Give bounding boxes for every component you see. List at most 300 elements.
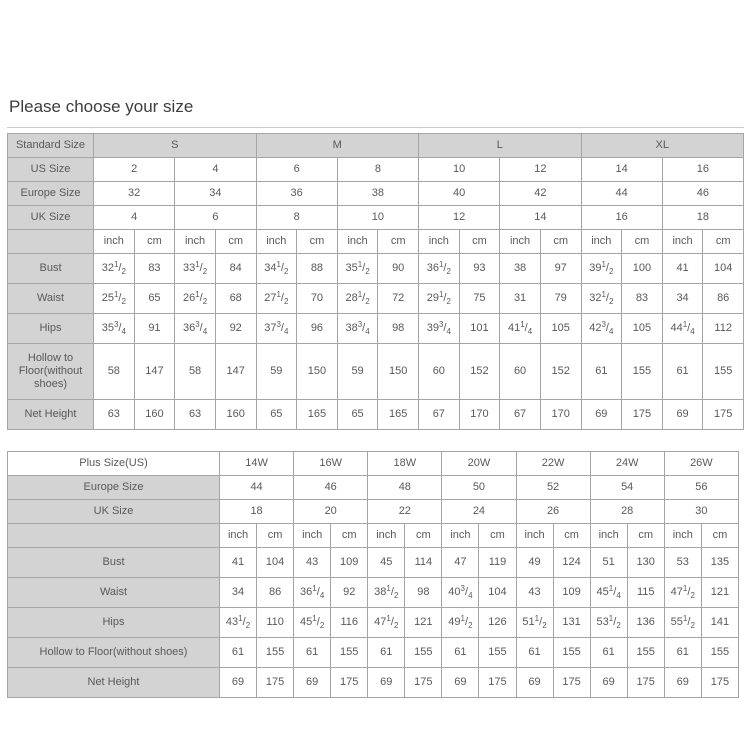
table-cell: 61 [581,344,622,400]
table-cell: 93 [459,254,500,284]
table-cell: 43 [516,578,553,608]
row-label: Waist [8,578,220,608]
table-cell: 175 [553,668,590,698]
table-cell: 175 [627,668,664,698]
table-cell: 175 [331,668,368,698]
table-cell: 48 [368,476,442,500]
table-cell: 46 [294,476,368,500]
row-label: US Size [8,158,94,182]
table-cell: 36 [256,182,337,206]
unit-header-cell: cm [622,230,663,254]
fraction-denominator: 4 [690,327,695,336]
table-cell: $32^1/_2$ [94,254,135,284]
table-cell: 69 [664,668,701,698]
table-cell: 104 [703,254,744,284]
table-cell: 175 [701,668,738,698]
page-title: Please choose your size [9,97,194,116]
size-header-cell: 20W [442,452,516,476]
fraction-numerator: 1 [438,290,444,299]
fraction-numerator: 3 [113,320,119,329]
table-cell: 20 [294,500,368,524]
table-cell: 109 [553,578,590,608]
table-cell: 69 [368,668,405,698]
table-cell: $49^1/_2$ [442,608,479,638]
table-cell: 175 [405,668,442,698]
fraction-numerator: 1 [238,614,243,623]
table-cell: 92 [215,314,256,344]
table-cell: 40 [419,182,500,206]
table-cell: 86 [257,578,294,608]
size-header-row [8,134,744,158]
measure-row [8,314,744,344]
table-cell: 67 [419,400,460,430]
table-cell: 22 [368,500,442,524]
unit-header-cell: cm [405,524,442,548]
table-cell: 84 [215,254,256,284]
table-cell: 10 [337,206,418,230]
table-cell: 70 [297,284,338,314]
size-header-cell: 22W [516,452,590,476]
fraction-denominator: 2 [319,621,325,630]
table-cell: 155 [257,638,294,668]
table-cell: 100 [622,254,663,284]
unit-header-row [8,230,744,254]
table-cell: 43 [294,548,331,578]
table-cell: 58 [175,344,216,400]
table-cell: 56 [664,476,738,500]
fraction-denominator: 4 [527,327,533,336]
unit-header-cell: inch [662,230,703,254]
row-label: Net Height [8,668,220,698]
table-cell: $36^1/_4$ [294,578,331,608]
table-cell: $55^1/_2$ [664,608,701,638]
table-cell: 155 [703,344,744,400]
table-cell: 160 [215,400,256,430]
table-cell: 44 [220,476,294,500]
unit-header-row [8,524,739,548]
table-cell: $41^1/_4$ [500,314,541,344]
table-cell: $47^1/_2$ [368,608,405,638]
fraction-numerator: 1 [608,584,614,593]
table-cell: 6 [256,158,337,182]
table-cell: $53^1/_2$ [590,608,627,638]
table-cell: 110 [257,608,294,638]
fraction-denominator: 2 [365,297,370,306]
table-cell: $29^1/_2$ [419,284,460,314]
table-cell: 155 [622,344,663,400]
table-cell: 104 [479,578,516,608]
table-cell: 112 [703,314,744,344]
row-label: UK Size [8,206,94,230]
table-cell: 14 [500,206,581,230]
fraction-numerator: 1 [682,320,688,329]
unit-header-cell: cm [479,524,516,548]
fraction-denominator: 2 [608,297,614,306]
unit-corner-cell [8,524,220,548]
size-row [8,158,744,182]
fraction-numerator: 1 [438,260,444,269]
table-cell: 109 [331,548,368,578]
fraction-denominator: 4 [365,327,370,336]
table-cell: 131 [553,608,590,638]
fraction-denominator: 2 [542,621,547,630]
table-cell: 4 [175,158,256,182]
table-cell: 96 [297,314,338,344]
unit-header-cell: cm [331,524,368,548]
table-cell: 59 [337,344,378,400]
measure-row [8,548,739,578]
table-cell: 124 [553,548,590,578]
table-cell: 38 [337,182,418,206]
row-label: Net Height [8,400,94,430]
table-cell: $25^1/_2$ [94,284,135,314]
table-cell: 175 [257,668,294,698]
size-header-cell: 26W [664,452,738,476]
unit-header-cell: cm [215,230,256,254]
table-cell: 97 [540,254,581,284]
fraction-numerator: 1 [601,290,606,299]
table-cell: 68 [215,284,256,314]
table-cell: 4 [94,206,175,230]
table-cell: 34 [175,182,256,206]
unit-header-cell: cm [701,524,738,548]
fraction-numerator: 1 [386,584,391,593]
table-cell: 119 [479,548,516,578]
unit-header-cell: cm [553,524,590,548]
table-cell: $45^1/_2$ [294,608,331,638]
fraction-numerator: 1 [195,290,200,299]
table-cell: 114 [405,548,442,578]
fraction-numerator: 1 [113,290,119,299]
measure-row [8,608,739,638]
unit-header-cell: cm [703,230,744,254]
measure-row [8,284,744,314]
table-cell: 79 [540,284,581,314]
table-cell: 60 [500,344,541,400]
table-cell: 65 [337,400,378,430]
table-cell: 31 [500,284,541,314]
table-cell: 69 [442,668,479,698]
table-cell: $39^3/_4$ [419,314,460,344]
table-cell: 155 [701,638,738,668]
table-cell: 91 [134,314,175,344]
table-cell: 152 [540,344,581,400]
size-header-cell: 14W [220,452,294,476]
table-cell: 104 [257,548,294,578]
table-cell: 116 [331,608,368,638]
fraction-numerator: 3 [276,320,281,329]
table-cell: 69 [220,668,257,698]
table-cell: $32^1/_2$ [581,284,622,314]
unit-header-cell: inch [500,230,541,254]
row-label: Hollow to Floor(without shoes) [8,638,220,668]
fraction-numerator: 1 [276,260,281,269]
table-cell: 30 [664,500,738,524]
table-cell: 63 [175,400,216,430]
table-cell: 88 [297,254,338,284]
unit-header-cell: inch [337,230,378,254]
table-cell: 59 [256,344,297,400]
table-cell: 170 [540,400,581,430]
unit-header-cell: inch [442,524,479,548]
table-cell: 83 [622,284,663,314]
table-cell: 175 [703,400,744,430]
table-cell: 155 [331,638,368,668]
table-cell: 105 [540,314,581,344]
row-label: Hollow to Floor(without shoes) [8,344,94,400]
table-cell: 136 [627,608,664,638]
measure-row [8,344,744,400]
table-cell: $38^3/_4$ [337,314,378,344]
unit-header-cell: cm [297,230,338,254]
unit-corner-cell [8,230,94,254]
size-header-cell: S [94,134,257,158]
fraction-numerator: 1 [682,584,688,593]
row-label: Hips [8,314,94,344]
fraction-denominator: 4 [608,327,614,336]
table-cell: 155 [479,638,516,668]
unit-header-cell: cm [378,230,419,254]
table-cell: 86 [703,284,744,314]
table-cell: $28^1/_2$ [337,284,378,314]
table-cell: $36^3/_4$ [175,314,216,344]
fraction-numerator: 1 [276,290,281,299]
table-cell: 130 [627,548,664,578]
table-cell: 92 [331,578,368,608]
fraction-denominator: 2 [245,621,251,630]
table-cell: 90 [378,254,419,284]
unit-header-cell: inch [175,230,216,254]
fraction-numerator: 1 [357,260,363,269]
table-cell: 160 [134,400,175,430]
unit-header-cell: inch [220,524,257,548]
table-cell: 61 [664,638,701,668]
table-cell: 155 [553,638,590,668]
table-cell: 14 [581,158,662,182]
table-cell: $45^1/_4$ [590,578,627,608]
unit-header-cell: cm [540,230,581,254]
table-cell: 135 [701,548,738,578]
unit-header-cell: inch [368,524,405,548]
table-cell: $26^1/_2$ [175,284,216,314]
table-cell: $35^1/_2$ [337,254,378,284]
size-row [8,500,739,524]
table-cell: 34 [662,284,703,314]
fraction-numerator: 3 [601,320,606,329]
measure-row [8,254,744,284]
fraction-numerator: 1 [312,584,317,593]
unit-header-cell: inch [516,524,553,548]
table-cell: 115 [627,578,664,608]
table-cell: 51 [590,548,627,578]
table-cell: 152 [459,344,500,400]
row-label: Europe Size [8,476,220,500]
fraction-denominator: 4 [202,327,208,336]
table-cell: $36^1/_2$ [419,254,460,284]
table-cell: 6 [175,206,256,230]
fraction-denominator: 2 [202,267,208,276]
fraction-denominator: 2 [690,621,695,630]
fraction-numerator: 1 [608,614,614,623]
table-cell: 61 [294,638,331,668]
table-cell: 18 [220,500,294,524]
table-cell: 38 [500,254,541,284]
fraction-denominator: 2 [393,621,399,630]
size-table-plus [7,451,739,698]
unit-header-cell: cm [257,524,294,548]
table-cell: 60 [419,344,460,400]
table-cell: 147 [215,344,256,400]
row-label: Europe Size [8,182,94,206]
table-cell: 16 [662,158,743,182]
size-chart-plus [7,451,744,698]
table-cell: 61 [368,638,405,668]
fraction-denominator: 2 [283,267,289,276]
size-header-cell: M [256,134,419,158]
fraction-denominator: 2 [690,591,695,600]
table-cell: 49 [516,548,553,578]
fraction-numerator: 3 [460,584,465,593]
fraction-denominator: 2 [446,267,451,276]
unit-header-cell: inch [256,230,297,254]
fraction-denominator: 4 [468,591,473,600]
table-cell: 155 [627,638,664,668]
table-cell: $43^1/_2$ [220,608,257,638]
size-header-cell: 16W [294,452,368,476]
table-cell: $40^3/_4$ [442,578,479,608]
measure-row [8,668,739,698]
fraction-numerator: 1 [312,614,317,623]
fraction-denominator: 2 [283,297,289,306]
unit-header-cell: inch [664,524,701,548]
table-cell: $33^1/_2$ [175,254,216,284]
table-cell: $27^1/_2$ [256,284,297,314]
fraction-denominator: 2 [365,267,370,276]
size-header-cell: L [419,134,582,158]
fraction-denominator: 2 [121,267,126,276]
table-cell: 45 [368,548,405,578]
table-cell: 41 [662,254,703,284]
table-cell: 34 [220,578,257,608]
table-cell: $34^1/_2$ [256,254,297,284]
unit-header-cell: cm [627,524,664,548]
table-cell: $51^1/_2$ [516,608,553,638]
fraction-numerator: 3 [357,320,363,329]
table-cell: 12 [419,206,500,230]
table-cell: 155 [405,638,442,668]
size-row [8,476,739,500]
table-cell: 165 [378,400,419,430]
unit-header-cell: inch [294,524,331,548]
fraction-numerator: 1 [460,614,465,623]
table-cell: 170 [459,400,500,430]
fraction-denominator: 2 [202,297,208,306]
table-cell: 52 [516,476,590,500]
fraction-numerator: 1 [386,614,391,623]
table-cell: 61 [442,638,479,668]
table-cell: 54 [590,476,664,500]
table-cell: 69 [294,668,331,698]
size-header-label: Plus Size(US) [8,452,220,476]
table-cell: 46 [662,182,743,206]
table-cell: 175 [479,668,516,698]
table-cell: 150 [378,344,419,400]
fraction-denominator: 4 [121,327,126,336]
table-cell: 121 [701,578,738,608]
table-cell: 26 [516,500,590,524]
size-header-label: Standard Size [8,134,94,158]
table-cell: 121 [405,608,442,638]
row-label: Bust [8,254,94,284]
table-cell: 42 [500,182,581,206]
title-divider [7,127,744,128]
table-cell: $38^1/_2$ [368,578,405,608]
fraction-denominator: 4 [616,591,621,600]
table-cell: $47^1/_2$ [664,578,701,608]
table-cell: 165 [297,400,338,430]
table-cell: 69 [662,400,703,430]
measure-row [8,578,739,608]
table-cell: 2 [94,158,175,182]
size-row [8,182,744,206]
fraction-numerator: 1 [113,260,119,269]
table-cell: 69 [516,668,553,698]
size-header-cell: XL [581,134,744,158]
table-cell: 61 [590,638,627,668]
fraction-denominator: 4 [319,591,325,600]
table-cell: 98 [378,314,419,344]
table-cell: 63 [94,400,135,430]
table-cell: 83 [134,254,175,284]
table-cell: 65 [134,284,175,314]
table-cell: 61 [220,638,257,668]
unit-header-cell: inch [419,230,460,254]
fraction-numerator: 1 [520,320,525,329]
row-label: Hips [8,608,220,638]
table-cell: $35^3/_4$ [94,314,135,344]
table-cell: 69 [581,400,622,430]
table-cell: 41 [220,548,257,578]
table-cell: 18 [662,206,743,230]
size-header-cell: 24W [590,452,664,476]
table-cell: $44^1/_4$ [662,314,703,344]
size-header-row [8,452,739,476]
row-label: Waist [8,284,94,314]
table-cell: 32 [94,182,175,206]
unit-header-cell: cm [459,230,500,254]
table-cell: 105 [622,314,663,344]
row-label: UK Size [8,500,220,524]
table-cell: 10 [419,158,500,182]
fraction-numerator: 3 [195,320,200,329]
fraction-denominator: 2 [468,621,473,630]
table-cell: 47 [442,548,479,578]
table-cell: 175 [622,400,663,430]
fraction-numerator: 1 [534,614,540,623]
table-cell: 12 [500,158,581,182]
table-cell: 44 [581,182,662,206]
table-cell: 65 [256,400,297,430]
fraction-denominator: 2 [616,621,621,630]
fraction-denominator: 4 [283,327,289,336]
fraction-denominator: 4 [446,327,451,336]
measure-row [8,400,744,430]
table-cell: 50 [442,476,516,500]
table-cell: 61 [516,638,553,668]
table-cell: 126 [479,608,516,638]
table-cell: 72 [378,284,419,314]
table-cell: 150 [297,344,338,400]
